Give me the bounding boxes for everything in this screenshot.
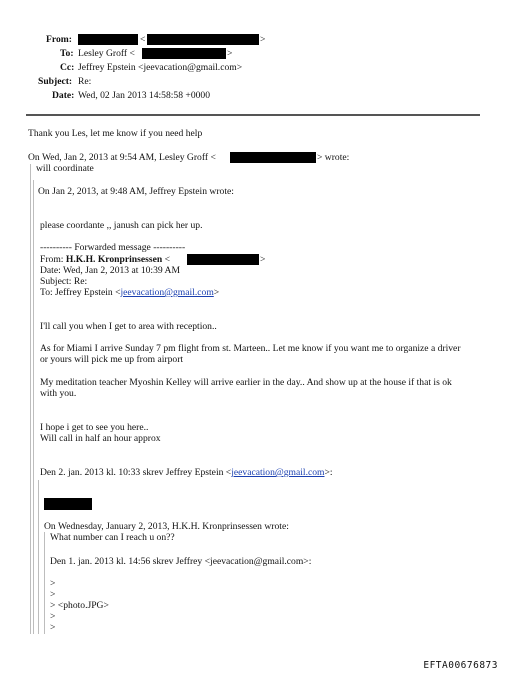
para-hope-line2: Will call in half an hour approx: [40, 433, 161, 444]
to-gt: >: [227, 48, 233, 59]
body-thanks: Thank you Les, let me know if you need help: [28, 128, 203, 139]
cc-label: Cc:: [60, 62, 75, 73]
redaction-from-name: [78, 34, 138, 45]
fwd-from-gt: >: [260, 254, 266, 265]
para-call: I'll call you when I get to area with reception..: [40, 321, 217, 332]
quote-gt-1: >: [50, 578, 56, 589]
quote1-wrote: > wrote:: [317, 152, 350, 163]
quote-gt-5: >: [50, 622, 56, 633]
para-hope-line1: I hope i get to see you here..: [40, 422, 149, 433]
fwd-to-suffix: >: [213, 287, 220, 298]
quote-gt-photo: > <photo.JPG>: [50, 600, 109, 611]
quote-bar-level2: [33, 180, 34, 634]
quote2-intro: On Jan 2, 2013, at 9:48 AM, Jeffrey Epstein wrote:: [38, 186, 234, 197]
quote1-intro: On Wed, Jan 2, 2013 at 9:54 AM, Lesley Groff <: [28, 152, 216, 163]
quote-bar-level4: [44, 532, 45, 634]
quote-gt-4: >: [50, 611, 56, 622]
fwd-to: [40, 287, 219, 299]
fwd-to-prefix: To: Jeffrey Epstein <: [40, 287, 121, 298]
redaction-groff-email: [230, 152, 316, 163]
fwd-to-email-link[interactable]: jeevacation@gmail.com: [120, 287, 214, 298]
fwd-from-name: H.K.H. Kronprinsessen: [65, 254, 163, 265]
fwd-from-label: From:: [40, 254, 66, 265]
fwd-date: Date: Wed, Jan 2, 2013 at 10:39 AM: [40, 265, 181, 276]
den2-line: [40, 467, 333, 479]
den2-suffix: >:: [324, 467, 333, 478]
document-id: EFTA00676873: [423, 660, 498, 671]
para-meditation-line1: My meditation teacher Myoshin Kelley will arrive earlier in the day.. And show up at the house if that is ok: [40, 377, 452, 388]
para-meditation-line2: with you.: [40, 388, 77, 399]
fwd-from-lt: <: [162, 254, 170, 265]
fwd-subject: Subject: Re:: [40, 276, 88, 287]
den1-line: Den 1. jan. 2013 kl. 14:56 skrev Jeffrey <jeevacation@gmail.com>:: [50, 556, 312, 567]
cc-value: Jeffrey Epstein <jeevacation@gmail.com>: [78, 62, 243, 73]
quote-bar-level3: [38, 480, 39, 634]
header-divider: [26, 114, 480, 116]
q3-question: What number can I reach u on??: [50, 532, 175, 543]
para-miami-line1: As for Miami I arrive Sunday 7 pm flight from st. Marteen.. Let me know if you want me to organize a driver: [40, 343, 461, 354]
from-lt: <: [140, 34, 146, 45]
redaction-from-email: [147, 34, 259, 45]
date-value: Wed, 02 Jan 2013 14:58:58 +0000: [78, 90, 211, 101]
fwd-header: ---------- Forwarded message ----------: [40, 242, 186, 253]
para-miami-line2: or yours will pick me up from airport: [40, 354, 184, 365]
to-value: Lesley Groff <: [78, 48, 135, 59]
will-coordinate: will coordinate: [36, 163, 94, 174]
redaction-signature: [44, 498, 92, 510]
quote-gt-2: >: [50, 589, 56, 600]
redaction-to-email: [142, 48, 226, 59]
to-label: To:: [60, 48, 74, 59]
q3-intro: On Wednesday, January 2, 2013, H.K.H. Kronprinsessen wrote:: [44, 521, 289, 532]
date-label: Date:: [52, 90, 75, 101]
please-coordinate: please coordante ,, janush can pick her up.: [40, 220, 203, 231]
subject-value: Re:: [78, 76, 92, 87]
from-gt: >: [260, 34, 266, 45]
quote-bar-level1: [30, 164, 31, 634]
den2-prefix: Den 2. jan. 2013 kl. 10:33 skrev Jeffrey Epstein <: [40, 467, 232, 478]
redaction-kronprinsessen-email: [187, 254, 259, 265]
subject-label: Subject:: [38, 76, 73, 87]
den2-email-link[interactable]: jeevacation@gmail.com: [231, 467, 325, 478]
from-label: From:: [46, 34, 72, 45]
